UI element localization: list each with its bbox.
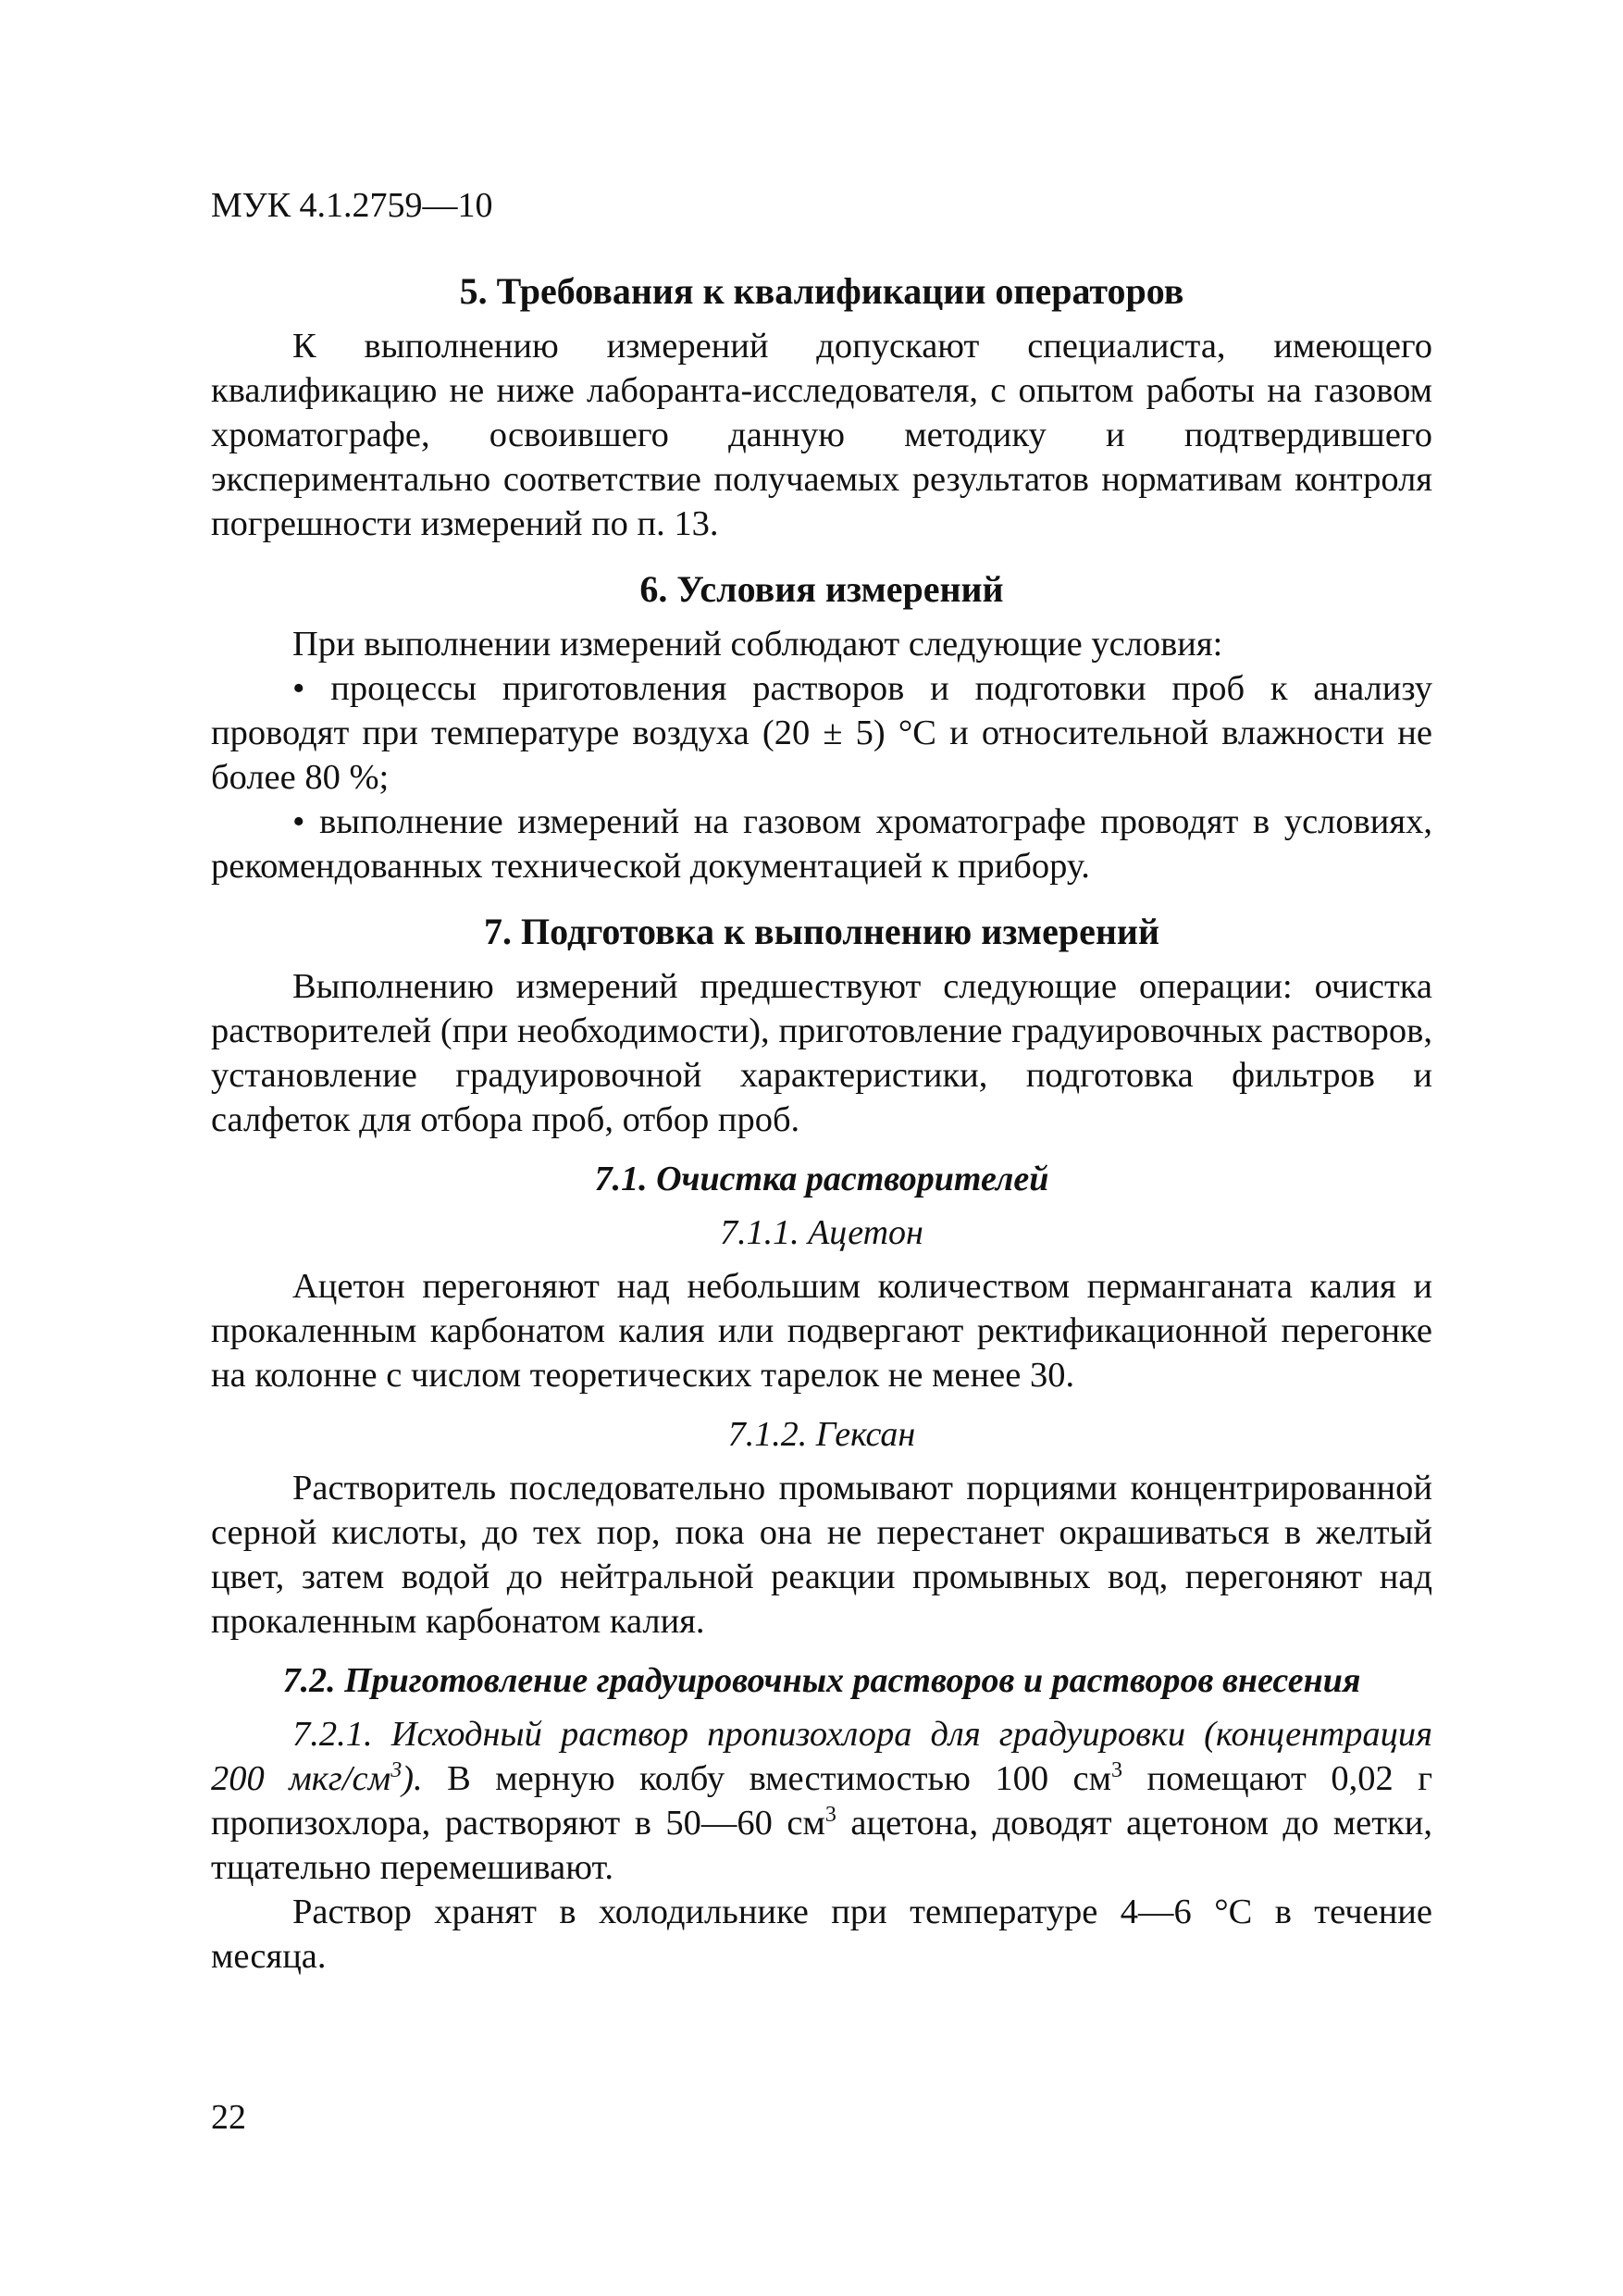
page-content: [211, 268, 1432, 1979]
heading-close: ).: [402, 1759, 423, 1798]
section-6-title: 6. Условия измерений: [639, 568, 1004, 610]
section-7-2-title: 7.2. Приготовление градуировочных растворов и растворов внесения: [282, 1661, 1361, 1700]
section-7-paragraph: Выполнению измерений предшествуют следующие операции: очистка растворителей (при необходимости), приготовление градуировочных растворов, установление градуировочной характеристики, подготовка фильтров и салфеток для отбора проб, отбор проб.: [211, 967, 1432, 1139]
section-7-2-1-paragraph: [211, 1712, 1432, 1890]
document-code-header: МУК 4.1.2759—10: [211, 186, 493, 225]
section-7-1-2-paragraph: Растворитель последовательно промывают порциями концентрированной серной кислоты, до тех пор, пока она не перестанет окрашиваться в желтый цвет, затем водой до нейтральной реакции промывных вод, перегоняют над прокаленным карбонатом калия.: [211, 1469, 1432, 1641]
section-7-title: 7. Подготовка к выполнению измерений: [484, 911, 1159, 952]
text-part-1: В мерную колбу вместимостью 100 см: [422, 1759, 1112, 1798]
section-7-2-1-heading: 7.2.1. Исходный раствор пропизохлора для градуировки (концентрация 200 мкг/см: [211, 1715, 1432, 1798]
section-5-title: 5. Требования к квалификации операторов: [459, 270, 1184, 312]
section-7-1-1-paragraph: Ацетон перегоняют над небольшим количеством перманганата калия и прокаленным карбонатом калия или подвергают ректификационной перегонке на колонне с числом теоретических тарелок не менее 30.: [211, 1267, 1432, 1395]
text-part-2: помещают 0,02 г пропизохлора, растворяют в 50—60 см: [211, 1759, 1432, 1843]
section-6-intro: При выполнении измерений соблюдают следующие условия:: [292, 625, 1223, 664]
superscript-1: 3: [1111, 1758, 1123, 1782]
text-part-3: ацетона, доводят ацетоном до метки, тщательно перемешивают.: [211, 1804, 1432, 1887]
section-6-bullet-1: • процессы приготовления растворов и подготовки проб к анализу проводят при температуре воздуха (20 ± 5) °С и относительной влажности не более 80 %;: [211, 669, 1432, 797]
page-number: 22: [211, 2098, 246, 2137]
section-5-paragraph: К выполнению измерений допускают специалиста, имеющего квалификацию не ниже лаборанта-исследователя, с опытом работы на газовом хроматографе, освоившего данную методику и подтвердившего экспериментально соответствие получаемых результатов нормативам контроля погрешности измерений по п. 13.: [211, 327, 1432, 543]
storage-paragraph: Раствор хранят в холодильнике при температуре 4—6 °С в течение месяца.: [211, 1893, 1432, 1976]
section-7-1-2-title: 7.1.2. Гексан: [727, 1415, 916, 1454]
section-7-1-1-title: 7.1.1. Ацетон: [720, 1213, 923, 1252]
heading-superscript: 3: [390, 1758, 403, 1782]
section-7-1-title: 7.1. Очистка растворителей: [594, 1160, 1049, 1198]
superscript-2: 3: [824, 1803, 836, 1827]
section-6-bullet-2: • выполнение измерений на газовом хроматографе проводят в условиях, рекомендованных технической документацией к прибору.: [211, 802, 1432, 886]
